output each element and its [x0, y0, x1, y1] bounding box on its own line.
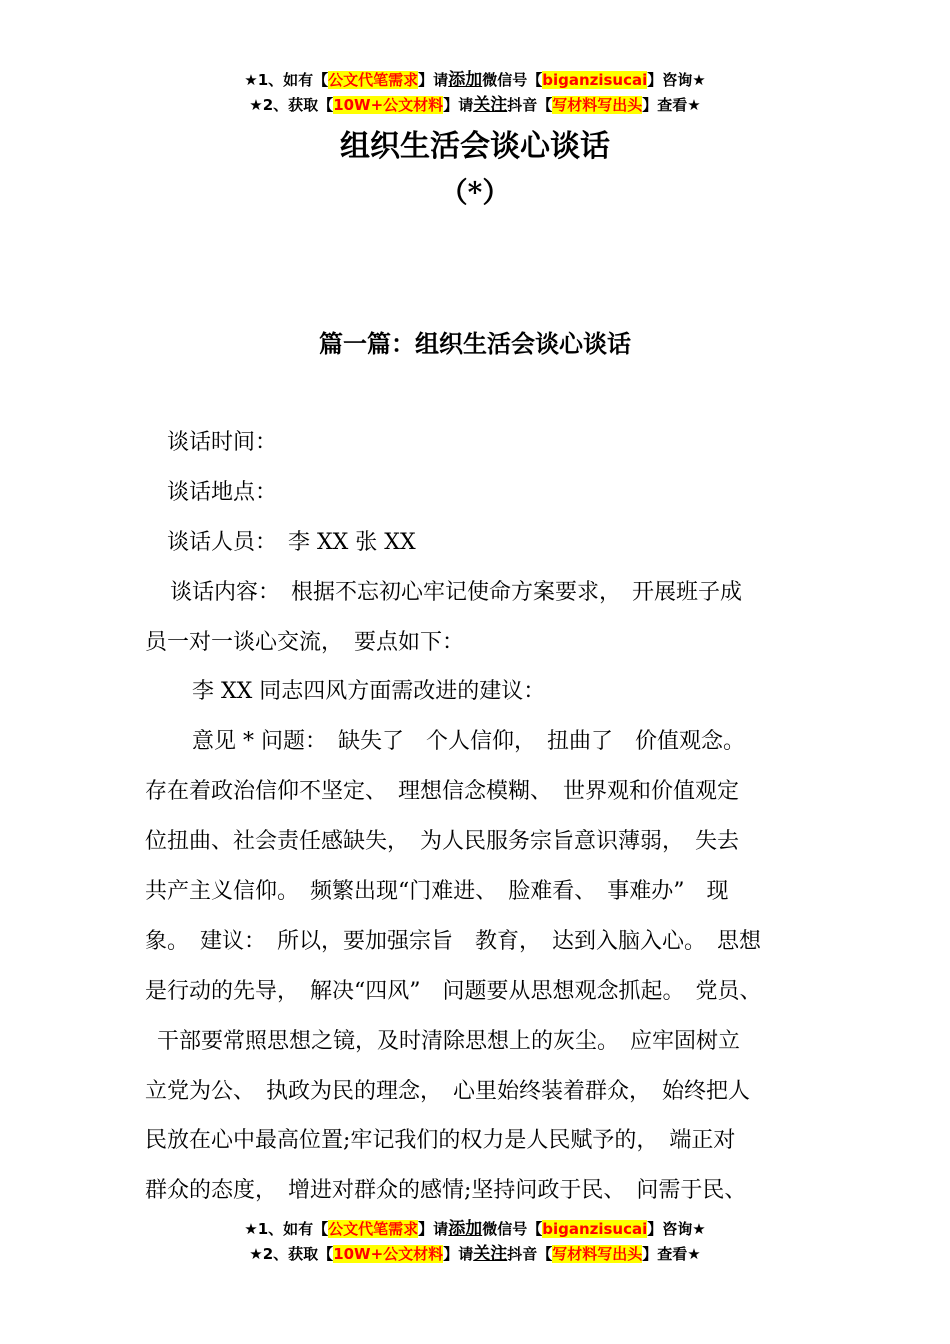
- banner-highlight: 公文代笔需求: [328, 1220, 419, 1238]
- banner-emphasis: 关注: [473, 95, 508, 115]
- banner-highlight: biganzisucai: [542, 71, 648, 89]
- body-line: 象。 建议： 所以，要加强宗旨 教育， 达到入脑入心。 思想: [145, 929, 762, 954]
- banner-text: 】请: [418, 1220, 449, 1238]
- banner-text: 】查看★: [642, 96, 701, 114]
- banner-text: ★1、如有【: [244, 1220, 329, 1238]
- banner-text: 抖音【: [507, 96, 553, 114]
- body-line: 位扭曲、社会责任感缺失， 为人民服务宗旨意识薄弱， 失去: [145, 829, 740, 854]
- banner-text: 】请: [443, 96, 474, 114]
- top-banner-line-1: [0, 69, 950, 91]
- document-title: 组织生活会谈心谈话: [340, 129, 610, 164]
- banner-emphasis: 添加: [448, 70, 483, 90]
- banner-text: 】请: [418, 71, 449, 89]
- banner-text: 微信号【: [482, 1220, 543, 1238]
- banner-highlight: 10W+公文材料: [333, 1245, 444, 1263]
- document-subtitle: （*）: [439, 176, 511, 209]
- banner-highlight: 写材料写出头: [552, 96, 643, 114]
- banner-text: ★2、获取【: [249, 1245, 334, 1263]
- banner-text: 】咨询★: [647, 1220, 706, 1238]
- banner-text: 抖音【: [507, 1245, 553, 1263]
- banner-highlight: 10W+公文材料: [333, 96, 444, 114]
- body-line: 谈话内容： 根据不忘初心牢记使命方案要求， 开展班子成: [170, 580, 743, 605]
- banner-emphasis: 关注: [473, 1244, 508, 1264]
- body-line: 民放在心中最高位置;牢记我们的权力是人民赋予的， 端正对: [145, 1128, 736, 1153]
- body-line: 群众的态度， 增进对群众的感情;坚持问政于民、 问需于民、: [145, 1178, 747, 1203]
- bottom-banner-line-1: [0, 1218, 950, 1240]
- banner-text: 】请: [443, 1245, 474, 1263]
- body-line: 共产主义信仰。 频繁出现“门难进、 脸难看、 事难办” 现: [145, 879, 729, 904]
- body-line: 员一对一谈心交流， 要点如下：: [145, 630, 465, 655]
- banner-highlight: biganzisucai: [542, 1220, 648, 1238]
- banner-highlight: 公文代笔需求: [328, 71, 419, 89]
- banner-highlight: 写材料写出头: [552, 1245, 643, 1263]
- body-line: 立党为公、 执政为民的理念， 心里始终装着群众， 始终把人: [145, 1079, 751, 1104]
- body-line: 谈话时间：: [167, 430, 278, 455]
- body-line: 意见 * 问题： 缺失了 个人信仰， 扭曲了 价值观念。: [192, 729, 745, 754]
- body-line: 谈话地点：: [167, 480, 278, 505]
- banner-emphasis: 添加: [448, 1219, 483, 1239]
- body-line: 是行动的先导， 解决“四风” 问题要从思想观念抓起。 党员、: [145, 979, 762, 1004]
- banner-text: ★1、如有【: [244, 71, 329, 89]
- banner-text: 】查看★: [642, 1245, 701, 1263]
- top-banner-line-2: [0, 94, 950, 116]
- banner-text: 】咨询★: [647, 71, 706, 89]
- body-line: 干部要常照思想之镜，及时清除思想上的灰尘。 应牢固树立: [157, 1029, 741, 1054]
- section-title: 篇一篇：组织生活会谈心谈话: [319, 329, 631, 358]
- body-line: 李 XX 同志四风方面需改进的建议：: [192, 679, 546, 704]
- body-line: 存在着政治信仰不坚定、 理想信念模糊、 世界观和价值观定: [145, 779, 740, 804]
- banner-text: 微信号【: [482, 71, 543, 89]
- body-line: 谈话人员： 李 XX 张 XX: [167, 530, 416, 555]
- banner-text: ★2、获取【: [249, 96, 334, 114]
- bottom-banner-line-2: [0, 1243, 950, 1265]
